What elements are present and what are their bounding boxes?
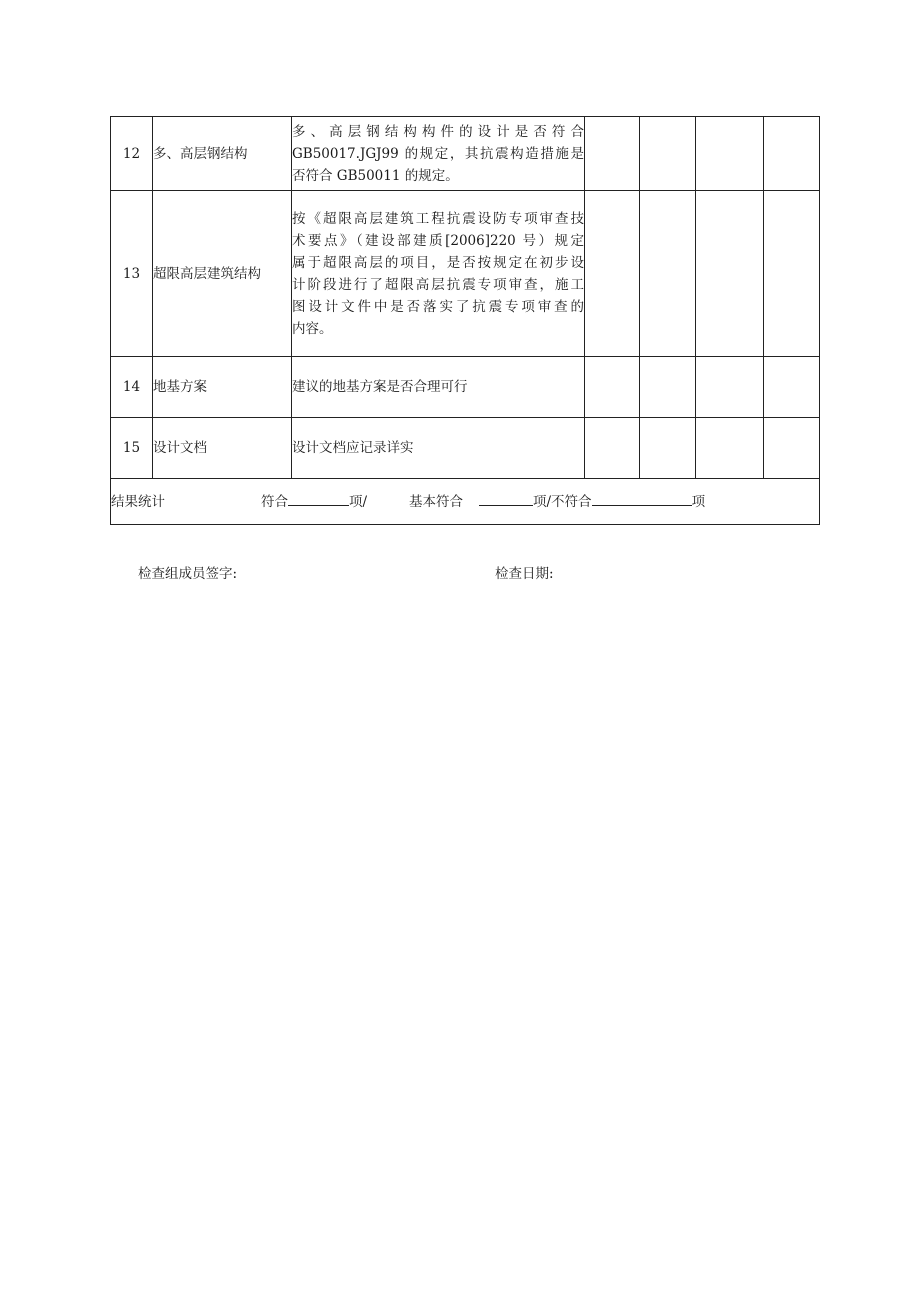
description-line: 属于超限高层的项目，是否按规定在初步设 <box>292 254 584 271</box>
row-number: 14 <box>111 357 153 418</box>
check-cell[interactable] <box>640 117 696 191</box>
row-item: 地基方案 <box>153 357 292 418</box>
table-row <box>111 418 820 479</box>
description-line: 否符合 GB50011 的规定。 <box>292 167 459 184</box>
conform-label: 符合 <box>261 493 288 510</box>
summary-row <box>111 479 820 525</box>
row-item: 设计文档 <box>153 418 292 479</box>
row-description <box>292 191 585 357</box>
row-description <box>292 418 585 479</box>
row-description <box>292 357 585 418</box>
check-cell[interactable] <box>640 418 696 479</box>
check-cell[interactable] <box>764 357 820 418</box>
conform-count-field[interactable] <box>288 491 349 506</box>
check-cell[interactable] <box>585 418 640 479</box>
description-line: 计阶段进行了超限高层抗震专项审查，施工 <box>292 276 584 293</box>
check-cell[interactable] <box>764 418 820 479</box>
check-cell[interactable] <box>696 117 764 191</box>
description-line: 按《超限高层建筑工程抗震设防专项审查技 <box>292 210 584 227</box>
check-cell[interactable] <box>696 357 764 418</box>
row-item: 超限高层建筑结构 <box>153 191 292 357</box>
row-description <box>292 117 585 191</box>
description-line: 图设计文件中是否落实了抗震专项审查的 <box>292 298 584 315</box>
checklist-table <box>110 116 820 525</box>
table-row <box>111 191 820 357</box>
row-number: 15 <box>111 418 153 479</box>
check-cell[interactable] <box>585 117 640 191</box>
table-row <box>111 357 820 418</box>
description-line: GB50017.JGJ99 的规定，其抗震构造措施是 <box>292 145 584 162</box>
nonconform-count-field[interactable] <box>592 491 692 506</box>
description-line: 术要点》（建设部建质[2006]220 号）规定 <box>292 232 584 249</box>
check-cell[interactable] <box>696 418 764 479</box>
basic-conform-label: 基本符合 <box>409 493 463 510</box>
table-row <box>111 117 820 191</box>
date-label: 检查日期: <box>495 566 554 582</box>
row-number: 12 <box>111 117 153 191</box>
check-cell[interactable] <box>764 191 820 357</box>
nonconform-unit: 项 <box>691 493 706 510</box>
description-line: 设计文档应记录详实 <box>292 440 414 456</box>
row-item: 多、高层钢结构 <box>153 117 292 191</box>
description-line: 内容。 <box>292 320 333 337</box>
signature-label: 检查组成员签字: <box>138 566 238 582</box>
basic-conform-count-field[interactable] <box>479 491 533 506</box>
summary-label: 结果统计 <box>111 493 165 510</box>
row-number: 13 <box>111 191 153 357</box>
check-cell[interactable] <box>764 117 820 191</box>
check-cell[interactable] <box>640 357 696 418</box>
description-line: 多、高层钢结构构件的设计是否符合 <box>292 123 584 140</box>
check-cell[interactable] <box>585 357 640 418</box>
check-cell[interactable] <box>640 191 696 357</box>
nonconform-label: 项/不符合 <box>533 493 592 510</box>
check-cell[interactable] <box>696 191 764 357</box>
result-summary <box>111 479 820 525</box>
check-cell[interactable] <box>585 191 640 357</box>
conform-unit: 项/ <box>349 493 368 510</box>
checklist-sheet <box>110 116 819 525</box>
description-line: 建议的地基方案是否合理可行 <box>292 379 468 395</box>
